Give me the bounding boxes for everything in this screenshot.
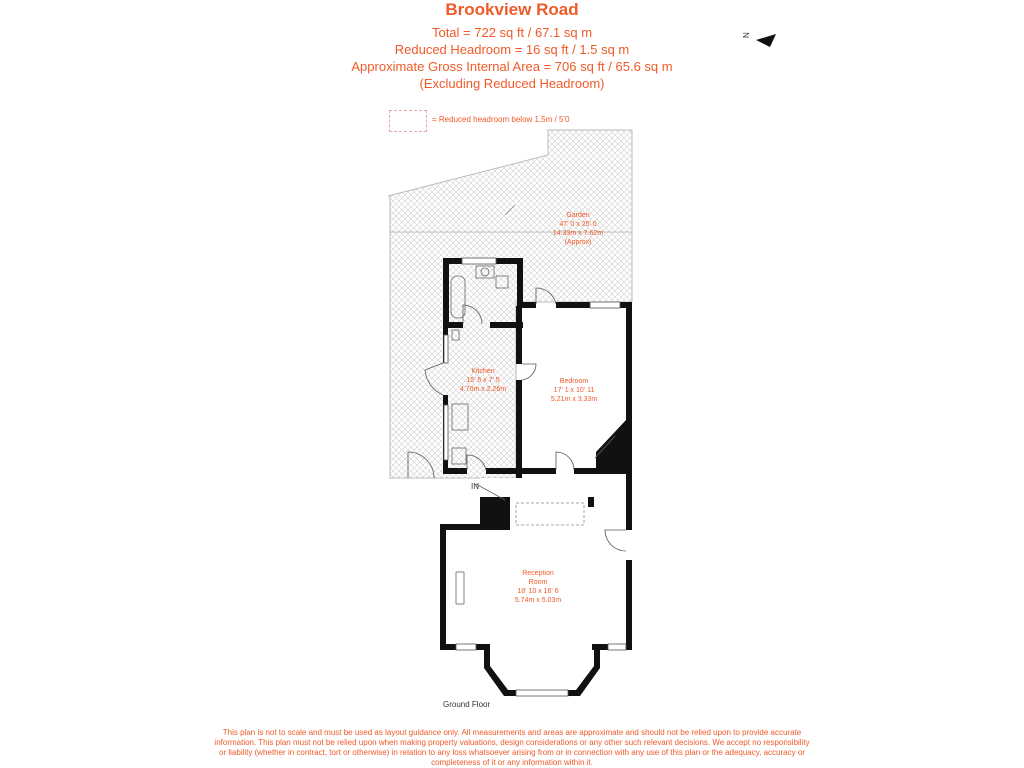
total-area: Total = 722 sq ft / 67.1 sq m: [431, 25, 593, 40]
gross-internal-area: Approximate Gross Internal Area = 706 sq ft / 65.6 sq m: [351, 59, 673, 74]
floor-label: Ground Floor: [443, 700, 491, 709]
fireplace-icon: [456, 572, 464, 604]
svg-text:47' 0 x 25' 0: 47' 0 x 25' 0: [559, 221, 597, 228]
svg-text:17' 1 x 10' 11: 17' 1 x 10' 11: [553, 387, 595, 394]
svg-text:15' 5 x 7' 5: 15' 5 x 7' 5: [466, 377, 500, 384]
svg-text:5.21m x 3.33m: 5.21m x 3.33m: [550, 396, 598, 403]
north-arrow-icon: [742, 32, 776, 47]
disclaimer-text: This plan is not to scale and must be used as layout guidance only. All measurements and areas are approximate and should not be relied upon to provide accurate information. This plan must not be relied upon when making property valuations, design considerations or any other such relevant decisions. We accept no responsibility or liability (whether in contract, tort or otherwise) in relation to any loss whatsoever arising from or in connection with any use of this plan or the adequacy, accuracy or completeness of it or any information within it.: [214, 728, 810, 767]
plan-title: Brookview Road: [445, 0, 579, 19]
svg-text:18' 10 x 16' 6: 18' 10 x 16' 6: [517, 588, 559, 595]
svg-text:Room: Room: [528, 579, 548, 586]
room-label-reception: [515, 570, 561, 604]
svg-text:Kitchen: Kitchen: [471, 368, 495, 375]
svg-text:5.74m x 5.03m: 5.74m x 5.03m: [514, 597, 562, 604]
entrance-label: IN: [471, 482, 479, 491]
svg-text:4.70m x 2.26m: 4.70m x 2.26m: [459, 386, 507, 393]
svg-text:(Approx): (Approx): [564, 239, 592, 246]
svg-text:Reception: Reception: [522, 570, 554, 577]
reduced-headroom-legend-text: = Reduced headroom below 1.5m / 5'0: [432, 115, 570, 124]
svg-text:14.33m x 7.62m: 14.33m x 7.62m: [552, 230, 604, 237]
north-label: N: [742, 32, 751, 38]
reduced-headroom-area: Reduced Headroom = 16 sq ft / 1.5 sq m: [394, 42, 630, 57]
svg-text:Bedroom: Bedroom: [559, 378, 589, 385]
room-label-bedroom: [551, 378, 597, 403]
excluding-note: (Excluding Reduced Headroom): [419, 76, 605, 91]
svg-text:Garden: Garden: [566, 212, 590, 219]
